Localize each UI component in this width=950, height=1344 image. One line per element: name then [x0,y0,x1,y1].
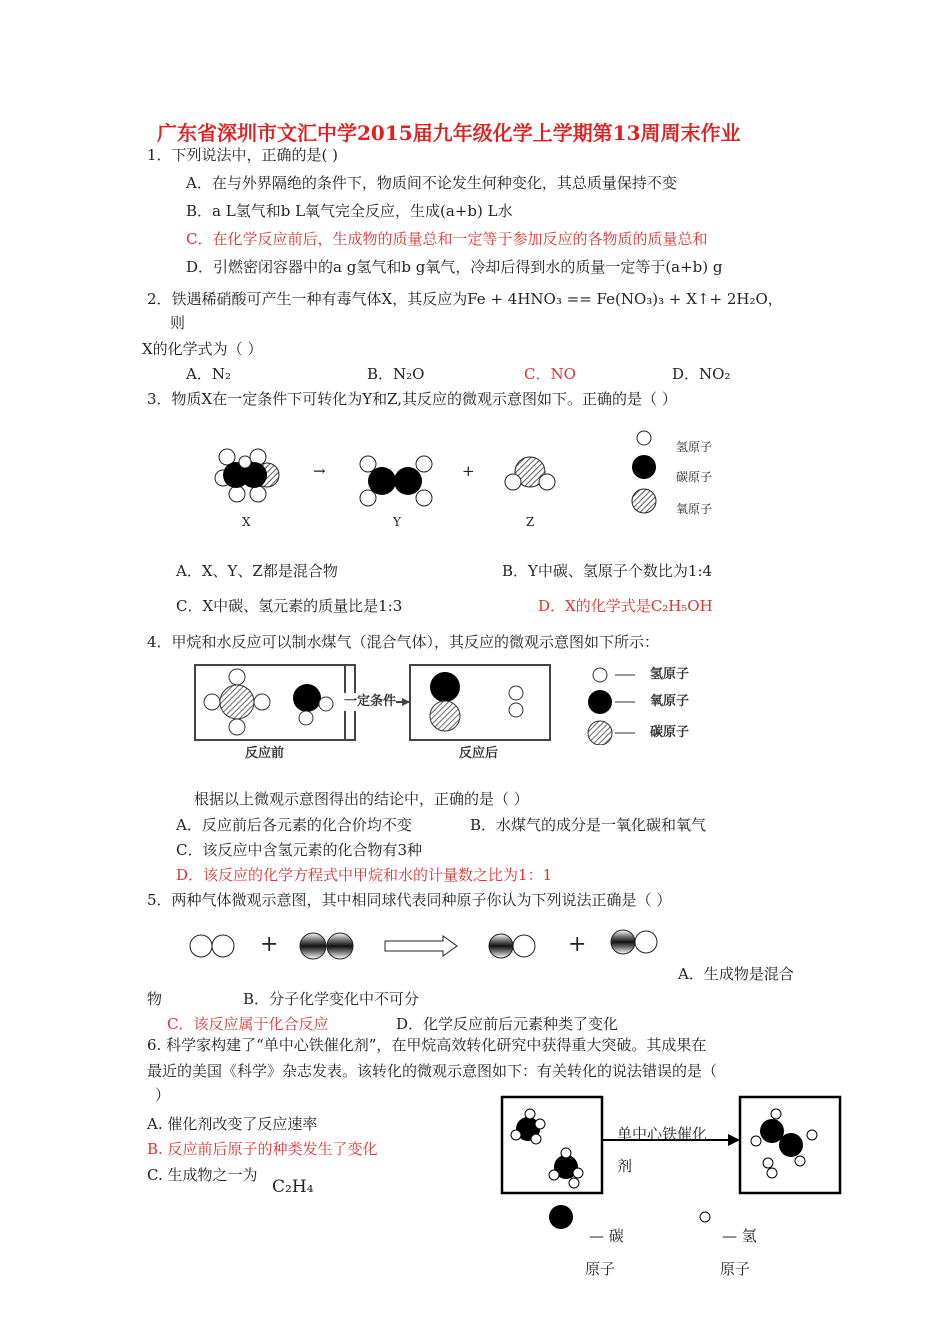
q6-catalysis-diagram [500,1095,845,1230]
q1-option-a: A．在与外界隔绝的条件下，物质间不论发生何种变化，其总质量保持不变 [186,174,677,192]
q4-condition: 一定条件 [344,694,397,709]
q2-option-a: A．N₂ [186,365,231,383]
q4-after: 反应后 [459,746,499,761]
q1-stem: 1．下列说法中，正确的是( ) [147,146,339,164]
legend-hydrogen-icon [700,1212,710,1222]
q3-legend-carbon: 碳原子 [676,470,713,484]
legend-oxygen-icon [632,489,656,513]
q6-catalyst-label: 单中心铁催化 [617,1125,708,1143]
legend-hydrogen-icon [593,668,607,682]
q2-option-c: C．NO [524,365,576,383]
q5-plus-1: + [260,932,279,957]
q6-formula: C₂H₄ [272,1177,314,1197]
q3-option-a: A．X、Y、Z都是混合物 [176,562,338,580]
q6-stem-end: ） [155,1086,171,1104]
legend-oxygen-icon [588,690,612,714]
q2-stem-cont: 则 [170,314,186,332]
q6-catalyst-label-cont: 剂 [617,1157,633,1175]
q1-option-d: D．引燃密闭容器中的a g氢气和b g氧气，冷却后得到水的质量一定等于(a+b) g [186,258,723,276]
q4-legend-oxygen: 氧原子 [650,694,690,709]
legend-carbon-icon [588,721,612,745]
q4-option-a: A．反应前后各元素的化合价均不变 [176,816,412,834]
q1-option-b: B．a L氢气和b L氧气完全反应，生成(a+b) L水 [186,202,513,220]
q2-option-b: B．N₂O [367,365,425,383]
q5-option-d: D．化学反应前后元素种类了变化 [396,1015,619,1033]
q6-stem: 6. 科学家构建了“单中心铁催化剂”，在甲烷高效转化研究中获得重大突破。其成果在 [147,1036,707,1054]
q4-option-c: C．该反应中含氢元素的化合物有3种 [176,841,423,859]
molecule-z [505,457,555,490]
q4-lead: 根据以上微观示意图得出的结论中，正确的是（ ） [194,790,529,808]
q1-option-c: C．在化学反应前后，生成物的质量总和一定等于参加反应的各物质的质量总和 [186,230,708,248]
q3-option-c: C．X中碳、氢元素的质量比是1:3 [176,597,403,615]
q6-stem-cont: 最近的美国《科学》杂志发表。该转化的微观示意图如下：有关转化的说法错误的是（ [147,1062,718,1080]
q5-option-a: A．生成物是混合 [678,965,794,983]
q6-option-b: B. 反应前后原子的种类发生了变化 [147,1140,378,1158]
q5-option-a-cont: 物 [147,990,163,1008]
q3-label-z: Z [526,515,535,529]
q2-stem: 2．铁遇稀硝酸可产生一种有毒气体X，其反应为Fe + 4HNO₃ == Fe(NO₃)₃ + X↑+ 2H₂O， [147,290,783,308]
q4-option-b: B．水煤气的成分是一氧化碳和氧气 [470,816,707,834]
q5-stem: 5．两种气体微观示意图，其中相同球代表同种原子你认为下列说法正确是（ ） [147,891,672,909]
q2-stem-question: X的化学式为（ ） [142,340,263,358]
q3-option-d: D．X的化学式是C₂H₅OH [538,597,713,615]
legend-carbon-icon [549,1205,573,1229]
q4-before: 反应前 [245,746,285,761]
q3-plus: + [462,462,475,480]
q3-stem: 3．物质X在一定条件下可转化为Y和Z,其反应的微观示意图如下。正确的是（ ） [147,390,677,408]
legend-carbon-icon [632,455,656,479]
q4-stem: 4．甲烷和水反应可以制水煤气（混合气体），其反应的微观示意图如下所示： [147,633,660,651]
q6-legend-hydrogen: — 氢 [722,1227,757,1245]
molecule-y [360,456,432,506]
q6-option-c: C. 生成物之一为 [147,1166,258,1184]
legend-hydrogen-icon [637,431,651,445]
q3-label-x: X [242,515,251,529]
page-title: 广东省深圳市文汇中学2015届九年级化学上学期第13周周末作业 [157,121,741,145]
q6-legend-carbon-cont: 原子 [585,1260,616,1278]
q5-option-b: B．分子化学变化中不可分 [243,990,420,1008]
q6-option-a: A. 催化剂改变了反应速率 [147,1115,318,1133]
q5-option-c: C．该反应属于化合反应 [167,1015,329,1033]
q5-molecule-diagram [185,922,665,968]
q3-label-y: Y [393,515,401,529]
q6-legend-hydrogen-cont: 原子 [720,1260,751,1278]
q5-plus-2: + [568,932,587,957]
q4-option-d: D．该反应的化学方程式中甲烷和水的计量数之比为1：1 [176,866,553,884]
molecule-x [215,449,279,502]
q4-reaction-diagram [190,660,710,745]
q6-legend-carbon: — 碳 [589,1227,624,1245]
q3-legend-oxygen: 氧原子 [676,502,713,516]
q4-legend-hydrogen: 氢原子 [650,667,690,682]
q3-legend-hydrogen: 氢原子 [676,440,713,454]
q2-option-d: D．NO₂ [672,365,731,383]
q3-arrow: → [313,462,326,480]
q3-option-b: B．Y中碳、氢原子个数比为1:4 [502,562,713,580]
q4-legend-carbon: 碳原子 [650,725,690,740]
